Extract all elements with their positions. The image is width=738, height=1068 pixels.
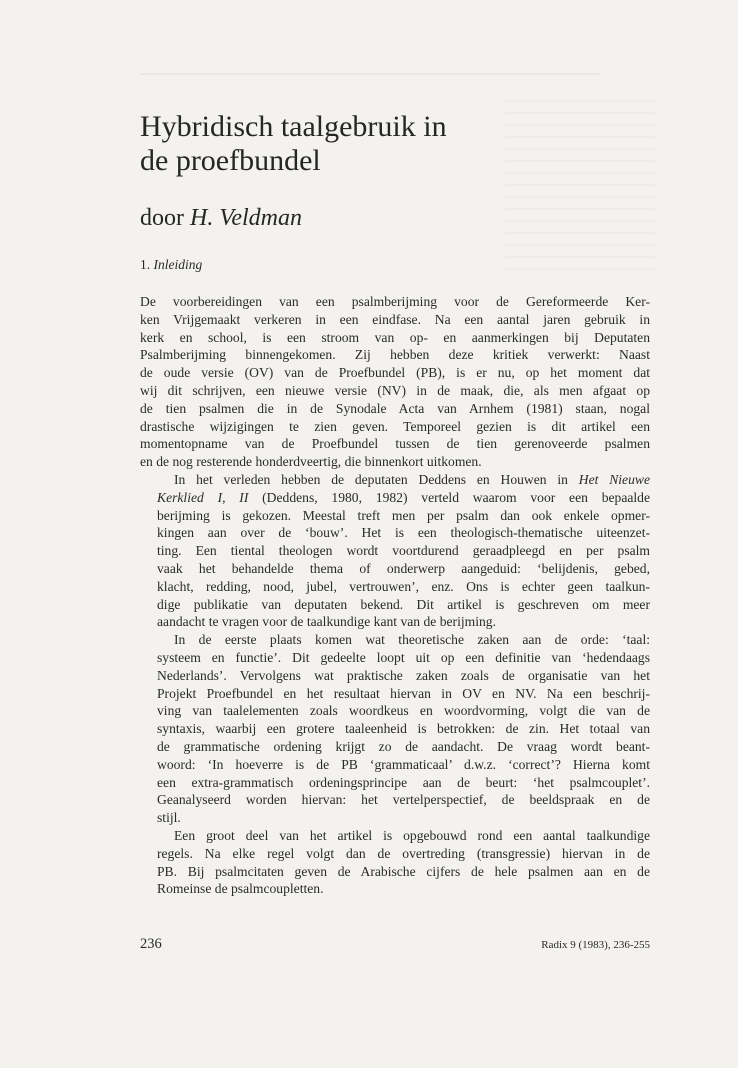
text-line: ving van taalelementen zoals woordkeus en woordvorming, volgt die van de (157, 703, 650, 719)
text-run: (Deddens, 1980, 1982) verteld waarom voor een bepaalde (248, 489, 650, 505)
text-line: In de eerste plaats komen wat theoretische zaken aan de orde: ‘taal: (174, 632, 650, 648)
text-line: een extra-grammatisch ordeningsprincipe aan de beurt: ‘het psalmcouplet’. (157, 774, 650, 790)
text-line: ken Vrijgemaakt verkeren in een eindfase. Na een aantal jaren gebruik in (140, 311, 650, 327)
paragraph-3 (140, 631, 650, 827)
text-line: Romeinse de psalmcoupletten. (157, 881, 324, 897)
page-number: 236 (140, 936, 162, 952)
text-line: momentopname van de Proefbundel tussen de tien gerenoveerde psalmen (140, 436, 650, 452)
text-line: regels. Na elke regel volgt dan de overtreding (transgressie) hiervan in de (157, 845, 650, 861)
text-line: aandacht te vragen voor de taalkundige kant van de berijming. (157, 614, 496, 630)
author-prefix: door (140, 205, 190, 231)
author-byline (140, 204, 302, 232)
text-line: Geanalyseerd worden hiervan: het vertelperspectief, de beeldspraak en de (157, 792, 650, 808)
text-line: De voorbereidingen van een psalmberijming voor de Gereformeerde Ker- (140, 294, 650, 309)
paragraph-2 (140, 471, 650, 631)
author-name: H. Veldman (190, 205, 302, 231)
paragraph-1 (140, 293, 650, 471)
text-line: de tien psalmen die in de Synodale Acta van Arnhem (1981) staan, nogal (140, 400, 650, 416)
text-line: de grammatische ordening krijgt zo de aandacht. De vraag wordt beant- (157, 738, 650, 754)
article-title (140, 110, 620, 178)
text-line: woord: ‘In hoeverre is de PB ‘grammaticaal’ d.w.z. ‘correct’? Hierna komt (157, 756, 650, 772)
bleed-through-line (140, 73, 600, 75)
text-run: In het verleden hebben de deputaten Deddens en Houwen in (174, 471, 579, 487)
body-text (140, 293, 650, 898)
section-title: Inleiding (153, 257, 203, 272)
text-line (140, 471, 650, 489)
text-line: syntaxis, waarbij een grotere taaleenheid is betrokken: de zin. Het totaal van (157, 721, 650, 737)
text-line: klacht, redding, nood, jubel, vertrouwen’, enz. Ons is echter geen taalkun- (157, 578, 650, 594)
title-line-2: de proefbundel (140, 144, 321, 177)
text-line: wij dit schrijven, een nieuwe versie (NV) in de maak, die, als men afgaat op (140, 382, 650, 398)
text-line: en de nog resterende honderdveertig, die binnenkort uitkomen. (140, 454, 482, 470)
text-line: Projekt Proefbundel en het resultaat hiervan in OV en NV. Na een beschrij- (157, 685, 650, 701)
text-line: ting. Een tiental theologen wordt voortdurend geraadpleegd en per psalm (157, 543, 650, 559)
italic-title: Kerklied I, II (157, 489, 249, 505)
text-line: systeem en functie’. Dit gedeelte loopt uit op een definitie van ‘hedendaags (157, 649, 650, 665)
text-line: Nederlands’. Vervolgens wat praktische zaken zoals de organisatie van het (157, 667, 650, 683)
text-line: vaak het behandelde thema of onderwerp aangeduid: ‘belijdenis, gebed, (157, 560, 650, 576)
text-line (140, 489, 650, 507)
text-line: dige publikatie van deputaten bekend. Dit artikel is geschreven om meer (157, 596, 650, 612)
journal-citation: Radix 9 (1983), 236-255 (541, 939, 650, 951)
text-line: kingen aan over de ‘bouw’. Het is een theologisch-thematische uiteenzet- (157, 525, 650, 541)
text-line: Een groot deel van het artikel is opgebouwd rond een aantal taalkundige (174, 827, 650, 843)
section-number: 1. (140, 257, 154, 272)
text-line: de oude versie (OV) van de Proefbundel (PB), is er nu, op het moment dat (140, 365, 650, 381)
italic-title: Het Nieuwe (578, 471, 650, 487)
text-line: Psalmberijming binnengekomen. Zij hebben deze kritiek verwerkt: Naast (140, 347, 650, 363)
text-line: PB. Bij psalmcitaten geven de Arabische cijfers de hele psalmen aan en de (157, 863, 650, 879)
title-line-1: Hybridisch taalgebruik in (140, 110, 447, 143)
text-line: drastische wijzigingen te zien geven. Temporeel gezien is dit artikel een (140, 418, 650, 434)
text-line: stijl. (157, 810, 181, 826)
section-heading (140, 256, 202, 274)
paragraph-4 (140, 827, 650, 898)
text-line: kerk en school, is een stroom van op- en aanmerkingen bij Deputaten (140, 329, 650, 345)
text-line: berijming is gekozen. Meestal treft men per psalm dan ook enkele opmer- (157, 507, 650, 523)
